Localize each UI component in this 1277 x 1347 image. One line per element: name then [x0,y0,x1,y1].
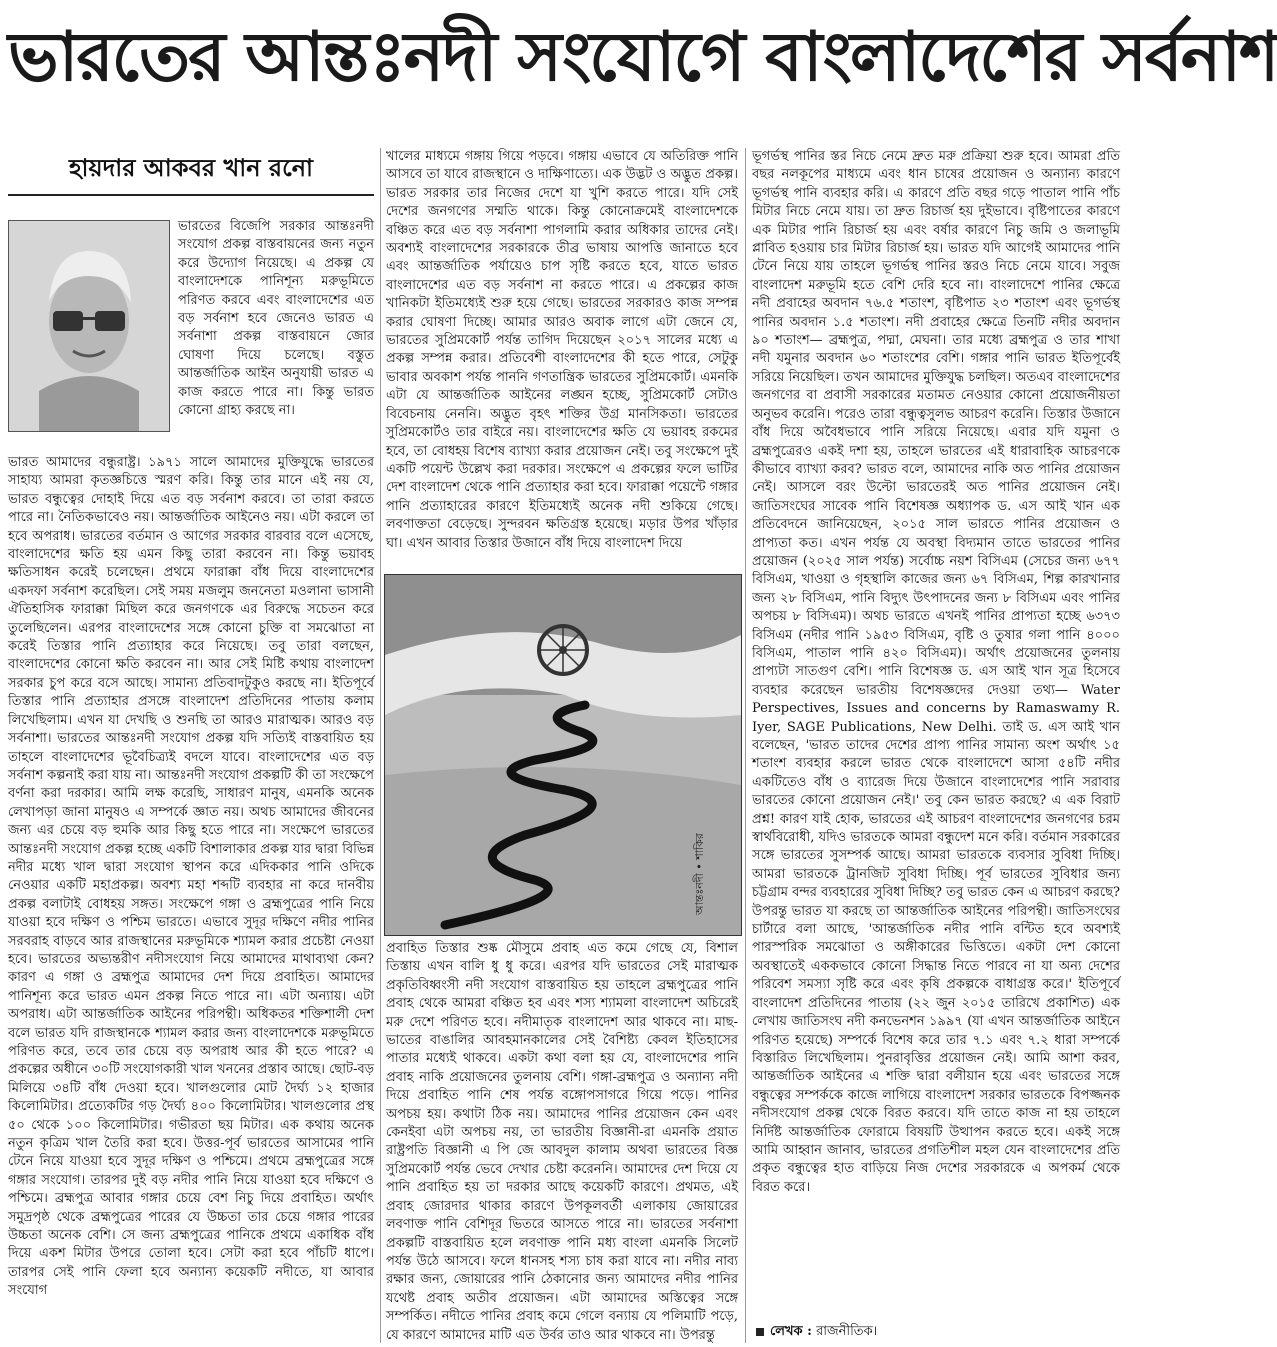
river-illustration [384,574,742,936]
writer-note [756,1322,1116,1342]
square-bullet-icon [756,1328,764,1336]
column-2-top-text: খালের মাধ্যমে গঙ্গায় গিয়ে পড়বে। গঙ্গায় এভাবে যে অতিরিক্ত পানি আসবে তা যাবে রাজস্থানে ও দাক্ষিণাত্যে। এক উদ্ভট ও অদ্ভুত প্রকল্প। ভারত সরকার তার নিজের দেশে যা খুশি করতে পারে। যদি সেই দেশের জনগণের সম্মতি থাকে। কিন্তু কোনোক্রমেই বাংলাদেশকে বঞ্চিত করে এত বড় সর্বনাশা পাগলামি করার অধিকার তাদের নেই। অবশ্যই বাংলাদেশের সরকারকে তীব্র ভাষায় আপত্তি জানাতে হবে এবং আন্তর্জাতিক পর্যায়েও চাপ সৃষ্টি করতে হবে, যাতে ভারত বাংলাদেশের এত বড় সর্বনাশ না করতে পারে। এ প্রকল্পের কাজ খানিকটা ইতিমধ্যেই শুরু হয়ে গেছে। ভারতের সরকারও কাজ সম্পন্ন করার ঘোষণা দিচ্ছে। আমার আরও অবাক লাগে এটা জেনে যে, ভারতের সুপ্রিমকোর্ট পর্যন্ত তাগিদ দিয়েছেন ২০১৭ সালের মধ্যে এ প্রকল্প সম্পন্ন করার। প্রতিবেশী বাংলাদেশের কী হতে পারে, সেটুকু ভাবার অবকাশ পর্যন্ত পাননি গণতান্ত্রিক ভারতের সুপ্রিমকোর্ট। এমনকি এটা যে আন্তর্জাতিক আইনের লঙ্ঘন হচ্ছে, সুপ্রিমকোর্ট সেটাও বিবেচনায় নেননি। অদ্ভুত বৃহৎ শক্তির উগ্র মানসিকতা। ভারতের সুপ্রিমকোর্টও তার বাইরে নয়। বাংলাদেশের ক্ষতি যে ভয়াবহ রকমের হবে, তা বোধহয় বিশেষ ব্যাখ্যা করার প্রয়োজন নেই। তবু সংক্ষেপে দুই একটি পয়েন্ট উল্লেখ করা দরকার। সংক্ষেপে এ প্রকল্পের ফলে ভাটির দেশ বাংলাদেশ থেকে পানি প্রত্যাহার করা হবে। ফারাক্কা পয়েন্টে গঙ্গার পানি প্রত্যাহারের কারণে ইতিমধ্যেই অনেক নদী শুকিয়ে গেছে। লবণাক্ততা বেড়েছে। সুন্দরবন ক্ষতিগ্রস্ত হয়েছে। মড়ার উপর খাঁড়ার ঘা। এখন আবার তিস্তার উজানে বাঁধ দিয়ে বাংলাদেশ দিয়ে [386,149,738,551]
column-1-body [8,454,374,1343]
intro-paragraph [178,218,374,452]
dry-river-artwork [385,575,741,935]
headline: ভারতের আন্তঃনদী সংযোগে বাংলাদেশের সর্বনাশ [8,18,1277,97]
byline-divider [8,194,374,196]
column-2-bottom-text: প্রবাহিত তিস্তার শুষ্ক মৌসুমে প্রবাহ এত কমে গেছে যে, বিশাল তিস্তায় এখন বালি ধু ধু করে। এরপর যদি ভারতের সেই মারাত্মক প্রকৃতিবিধ্বংসী নদী সংযোগ বাস্তবায়িত হয় তাহলে ব্রহ্মপুত্রের পানি প্রবাহ থেকে আমরা বঞ্চিত হব এবং শস্য শ্যামলা বাংলাদেশ অচিরেই মরু দেশে পরিণত হবে। নদীমাতৃক বাংলাদেশ আর থাকবে না। মাছ-ভাতের বাঙালির আবহমানকালের সেই বৈশিষ্ট্য কেবল ইতিহাসের পাতার মধ্যেই থাকবে। একটা কথা বলা হয় যে, বাংলাদেশের পানি প্রবাহ নাকি প্রয়োজনের তুলনায় বেশি। গঙ্গা-ব্রহ্মপুত্র ও অন্যান্য নদী দিয়ে প্রবাহিত পানি শেষ পর্যন্ত বঙ্গোপসাগরে গিয়ে পড়ে। পানির অপচয় হয়। কথাটা ঠিক নয়। আমাদের পানির প্রয়োজন কেন এবং কেনইবা এটা অপচয় নয়, তা ভারতীয় বিজ্ঞানী-রা এমনকি প্রয়াত রাষ্ট্রপতি বিজ্ঞানী এ পি জে আবদুল কালাম অথবা ভারতের বিজ্ঞ সুপ্রিমকোর্ট পর্যন্ত ভেবে দেখার চেষ্টা করেননি। আমাদের দেশ দিয়ে যে পানি প্রবাহিত হয় তা দরকার আছে কয়েকটি কারণে। প্রথমত, এই প্রবাহ জোরদার থাকার কারণে উপকূলবর্তী এলাকায় জোয়ারের লবণাক্ত পানি বেশিদূর ভিতরে আসতে পারে না। ভারতের সর্বনাশা প্রকল্পটি বাস্তবায়িত হলে লবণাক্ত পানি মধ্য বাংলা এমনকি সিলেট পর্যন্ত উঠে আসবে। ফলে ধানসহ শস্য চাষ করা যাবে না। নদীর নাব্য রক্ষার জন্য, জোয়ারের পানি ঠেকানোর জন্য আমাদের নদীর পানির যথেষ্ট প্রবাহ অতীব প্রয়োজন। এটা আমাদের অস্তিত্বের সঙ্গে সম্পর্কিত। নদীতে পানির প্রবাহ কমে গেলে বন্যায় যে পলিমাটি পড়ে, যে কারণে আমাদের মাটি এত উর্বর তাও আর থাকবে না। উপরন্তু [386,941,738,1343]
author-byline: হায়দার আকবর খান রনো [68,154,314,182]
author-portrait-illustration [9,221,169,431]
intro-text: ভারতের বিজেপি সরকার আন্তঃনদী সংযোগ প্রকল্প বাস্তবায়নের জন্য নতুন করে উদ্যোগ নিয়েছে। এ প্রকল্প যে বাংলাদেশকে পানিশূন্য মরুভূমিতে পরিণত করবে এবং বাংলাদেশের এত বড় সর্বনাশ হবে জেনেও ভারত এ সর্বনাশা প্রকল্প বাস্তবায়নে জোর ঘোষণা দিয়ে চলেছে। বস্তুত আন্তর্জাতিক আইন অনুযায়ী ভারত এ কাজ করতে পারে না। কিন্তু ভারত কোনো গ্রাহ্য করছে না। [178,219,374,419]
column-3-text: ভূগর্ভস্থ পানির স্তর নিচে নেমে দ্রুত মরু প্রক্রিয়া শুরু হবে। আমরা প্রতি বছর নলকূপের মাধ্যমে এবং ধান চাষের প্রয়োজন ও অন্যান্য কারণে ভূগর্ভস্থ পানি ব্যবহার করি। এ কারণে প্রতি বছর গড়ে পাতাল পানি পাঁচ মিটার নিচে নেমে যায়। তা দ্রুত রিচার্জ হয় দুইভাবে। বৃষ্টিপাতের কারণে এক মিটার পানি রিচার্জ হয় এবং বর্ষার কারণে নিচু জমি ও জলাভূমি প্লাবিত হওয়ায় চার মিটার রিচার্জ হয়। ভারত যদি আগেই আমাদের পানি টেনে নিয়ে যায় তাহলে ভূগর্ভস্থ পানির স্তরও নিচে নেমে যাবে। সবুজ বাংলাদেশ মরুভূমি হতে বেশি দেরি হবে না। বাংলাদেশে পানির ক্ষেত্রে নদী প্রবাহের অবদান ৭৬.৫ শতাংশ, বৃষ্টিপাত ২৩ শতাংশ এবং ভূগর্ভস্থ পানির অবদান ১.৫ শতাংশ। নদী প্রবাহের ক্ষেত্রে তিনটি নদীর অবদান ৯০ শতাংশ— ব্রহ্মপুত্র, পদ্মা, মেঘনা। তার মধ্যে ব্রহ্মপুত্র ও তার শাখা নদী যমুনার অবদান ৬০ শতাংশের বেশি। গঙ্গার পানি ভারত ইতিপূর্বেই সরিয়ে নিয়েছিল। তখন আমাদের মুক্তিযুদ্ধ চলছিল। অতএব বাংলাদেশের জনগণের বা প্রবাসী সরকারের মতামত নেওয়ার কোনো প্রয়োজনীয়তা অনুভব করেনি। পরেও তারা বন্ধুত্বসুলভ আচরণ করেনি। তিস্তার উজানে বাঁধ দিয়ে অবৈধভাবে পানি সরিয়ে নিয়েছে। এবার যদি যমুনা ও ব্রহ্মপুত্রেরও একই দশা হয়, তাহলে ভারতের এই ধারাবাহিক আচরণকে কীভাবে ব্যাখ্যা করব? ভারত বলে, আমাদের নাকি অত পানির প্রয়োজন নেই। আসলে বরং উল্টো ভারতেরই অত পানির প্রয়োজন নেই। জাতিসংঘের সাবেক পানি বিশেষজ্ঞ অধ্যাপক ড. এস আই খান এক প্রতিবেদনে জানিয়েছেন, ২০১৫ সাল ভারতে পানির প্রয়োজন ও প্রাপ্যতা কত। এখন পর্যন্ত যে অবস্থা বিদ্যমান তাতে ভারতের পানির প্রয়োজন (২০২৫ সাল পর্যন্ত) সর্বোচ্চ নয়শ বিসিএম (সেচের জন্য ৬৭৭ বিসিএম, খাওয়া ও গৃহস্থালি কাজের জন্য ৬৭ বিসিএম, শিল্প কারখানার জন্য ২৮ বিসিএম, পানি বিদ্যুৎ উৎপাদনের জন্য ৮ বিসিএম এবং পানির অপচয় ৮ বিসিএম)। অথচ ভারতে এখনই পানির প্রাপ্যতা হচ্ছে ৬৩৭৩ বিসিএম (নদীর পানি ১৯৫৩ বিসিএম, বৃষ্টি ও তুষার গলা পানি ৪০০০ বিসিএম, পাতাল পানি ৪২০ বিসিএম)। অর্থাৎ প্রয়োজনের তুলনায় প্রাপ্যটা সাতগুণ বেশি। পানি বিশেষজ্ঞ ড. এস আই খান সূত্র হিসেবে ব্যবহার করেছেন ভারতীয় বিশেষজ্ঞদের দেওয়া তথ্য— Water Perspectives, Issues and concerns by Ramaswamy R. Iyer, SAGE Publications, New Delhi. তাই ড. এস আই খান বলেছেন, 'ভারত তাদের দেশের প্রাপ্য পানির সামান্য অংশ অর্থাৎ ১৫ শতাংশ ব্যবহার করলে ভারত থেকে বাংলাদেশে আসা ৫৪টি নদীর একটিতেও বাঁধ ও ব্যারেজ দিয়ে উজানে বাংলাদেশের পানি সরাবার ভারতের কোনো প্রয়োজন নেই।' তবু কেন ভারত করছে? এ এক বিরাট প্রশ্ন! কারণ যাই হোক, ভারতের এই আচরণ বাংলাদেশের জনগণের চরম স্বার্থবিরোধী, যদিও ভারতকে আমরা বন্ধুদেশ মনে করি। বর্তমান সরকারের সঙ্গে ভারতের সুসম্পর্ক আছে। আমরা ভারতকে ব্যবসার সুবিধা দিচ্ছি। আমরা ভারতকে ট্রানজিট সুবিধা দিচ্ছি। পূর্ব ভারতের সুবিধার জন্য চট্টগ্রাম বন্দর ব্যবহারের সুবিধা দিচ্ছি? তবু ভারত কেন এ আচরণ করছে? উপরন্তু ভারত যা করছে তা আন্তর্জাতিক আইনের পরিপন্থী। জাতিসংঘের চার্টারে বলা আছে, 'আন্তর্জাতিক নদীর পানি বন্টিত হবে অবশ্যই পারস্পরিক সমঝোতা ও অঙ্গীকারের ভিত্তিতে। একটা দেশ কোনো অবস্থাতেই এককভাবে কোনো সিদ্ধান্ত নিতে পারবে না যা অন্য দেশের পরিবেশ সমস্যা সৃষ্টি করে এবং কৃষি প্রকল্পকে বাধাগ্রস্ত করে।' ইতিপূর্বে বাংলাদেশ প্রতিদিনের পাতায় (২২ জুন ২০১৫ তারিখে প্রকাশিত) এক লেখায় জাতিসংঘ নদী কনভেনশন ১৯৯৭ (যা এখন আন্তর্জাতিক আইনে পরিণত হয়েছে) সম্পর্কে বিশেষ করে তার ৭.১ এবং ৭.২ ধারা সম্পর্কে বিস্তারিত লিখেছিলাম। পুনরাবৃত্তির প্রয়োজন নেই। আমি আশা করব, আন্তর্জাতিক আইনের এ শক্তি দ্বারা বলীয়ান হয়ে এবং ভারতের সঙ্গে বন্ধুত্বের সম্পর্ককে কাজে লাগিয়ে বাংলাদেশ সরকার ভারতকে বিপজ্জনক নদীসংযোগ প্রকল্প থেকে বিরত করবে। যদি তাতে কাজ না হয় তাহলে নির্দিষ্ট আন্তর্জাতিক ফোরামে বিষয়টি উত্থাপন করতে হবে। একই সঙ্গে আমি আহ্বান জানাব, ভারতের প্রগতিশীল মহল যেন বাংলাদেশের প্রতি প্রকৃত বন্ধুত্বের হাত বাড়িয়ে নিজ দেশের সরকারকে এ অপকর্ম থেকে বিরত করে। [752,149,1120,1195]
author-photo [8,220,170,432]
column-2-top [386,148,738,566]
writer-role: রাজনীতিক। [816,1324,878,1339]
writer-label: লেখক : [770,1324,812,1339]
column-divider-2 [745,148,746,1343]
illustration-signature: আন্তঃনদী • শাকির [693,833,706,915]
column-2-bottom [386,940,738,1343]
column-divider-1 [380,148,381,1343]
column-3-body [752,148,1120,1318]
column-1-text: ভারত আমাদের বন্ধুরাষ্ট্র। ১৯৭১ সালে আমাদের মুক্তিযুদ্ধে ভারতের সাহায্য আমরা কৃতজ্ঞচিত্তে স্মরণ করি। কিন্তু তার মানে এই নয় যে, ভারত বন্ধুত্বের দোহাই দিয়ে এত বড় সর্বনাশ করবে। তা তারা করতে পারে না। নৈতিকভাবেও নয়। আন্তর্জাতিক আইনেও নয়। এটা করলে তা হবে অপরাধ। ভারতের বর্তমান ও আগের সরকার বারবার বলে এসেছে, বাংলাদেশের ক্ষতি হয় এমন কিছু তারা করবেন না। কিন্তু ভয়াবহ ক্ষতিসাধন করেই চলেছেন। প্রথমে ফারাক্কা বাঁধ দিয়ে বাংলাদেশের একদফা সর্বনাশ করেছিল। সেই সময় মজলুম জননেতা মওলানা ভাসানী ঐতিহাসিক ফারাক্কা মিছিল করে জনগণকে এর বিরুদ্ধে সচেতন করে তুলেছিলেন। এরপর বাংলাদেশের সঙ্গে কোনো চুক্তি বা সমঝোতা না করেই তিস্তার পানি প্রত্যাহার করে নিয়েছে। তবু তারা বলছেন, বাংলাদেশের কোনো ক্ষতি করবেন না। আর সেই মিষ্টি কথায় বাংলাদেশ সরকার চুপ করে বসে আছে। সামান্য প্রতিবাদটুকুও করছে না। ইতিপূর্বে তিস্তার পানি প্রত্যাহার প্রসঙ্গে বাংলাদেশ প্রতিদিনের পাতায় কলাম লিখেছিলাম। এখন যা দেখছি ও শুনছি তা আরও মারাত্মক। আরও বড় সর্বনাশা। ভারতের আন্তঃনদী সংযোগ প্রকল্প যদি সত্যিই বাস্তবায়িত হয় তাহলে বাংলাদেশের ভূবৈচিত্র্যই বদলে যাবে। বাংলাদেশের এত বড় সর্বনাশ কল্পনাই করা যায় না। আন্তঃনদী সংযোগ প্রকল্পটি কী তা সংক্ষেপে বর্ণনা করা দরকার। আমি লক্ষ করেছি, সাধারণ মানুষ, এমনকি অনেক লেখাপড়া জানা মানুষও এ সম্পর্কে জ্ঞাত নয়। অথচ আমাদের জীবনের জন্য এর চেয়ে বড় হুমকি আর কিছু হতে পারে না। সংক্ষেপে ভারতের আন্তঃনদী সংযোগ প্রকল্প হচ্ছে একটি বিশালাকার প্রকল্প যার দ্বারা বিভিন্ন নদীর মধ্যে খাল দ্বারা সংযোগ স্থাপন করে এদিককার পানি ওদিকে নেওয়ার একটি মহাপ্রকল্প। অবশ্য মহা শব্দটি ব্যবহার না করে দানবীয় প্রকল্প বলাটাই বোধহয় সঙ্গত। সংক্ষেপে গঙ্গা ও ব্রহ্মপুত্রের পানি নিয়ে যাওয়া হবে দক্ষিণ ও পশ্চিম ভারতে। এভাবে সুদূর দক্ষিণে নদীর পানির সরবরাহ বাড়বে আর রাজস্থানের মরুভূমিকে শ্যামল করার প্রচেষ্টা নেওয়া হবে। ভারতের অভ্যন্তরীণ নদীসংযোগ নিয়ে আমাদের মাথাব্যথা কেন? কারণ এ গঙ্গা ও ব্রহ্মপুত্র আমাদের দেশ দিয়ে প্রবাহিত। আমাদের পানিশূন্য করে ভারত এমন প্রকল্প নিতে পারে না। এটা অন্যায়। এটা অপরাধ। এটা আন্তর্জাতিক আইনের পরিপন্থী। অধিকতর শক্তিশালী দেশ বলে ভারত যদি রাজস্থানকে শ্যামল করার জন্য বাংলাদেশকে মরুভূমিতে পরিণত করে, তবে তার চেয়ে বড় অপরাধ আর কী হতে পারে? এ প্রকল্পের অধীনে ৩০টি সংযোগকারী খাল খননের প্রস্তাব আছে। ছোট-বড় মিলিয়ে ৩৪টি বাঁধ দেওয়া হবে। খালগুলোর মোট দৈর্ঘ্য ১২ হাজার কিলোমিটার। প্রত্যেকটির গড় দৈর্ঘ্য ৪০০ কিলোমিটার। খালগুলোর প্রস্থ ৫০ থেকে ১০০ কিলোমিটার। গভীরতা ছয় মিটার। এক কথায় অনেক নতুন কৃত্রিম খাল তৈরি করা হবে। উত্তর-পূর্ব ভারতের আসামের পানি টেনে নিয়ে যাওয়া হবে সুদূর দক্ষিণ ও পশ্চিমে। প্রথমে ব্রহ্মপুত্রের সঙ্গে গঙ্গার সংযোগ। তারপর দুই বড় নদীর পানি নিয়ে যাওয়া হবে দক্ষিণে ও পশ্চিমে। ব্রহ্মপুত্র আবার গঙ্গার চেয়ে বেশ নিচু দিয়ে প্রবাহিত। অর্থাৎ সমুদ্রপৃষ্ঠ থেকে ব্রহ্মপুত্রের পারের যে উচ্চতা তার চেয়ে গঙ্গার পারের উচ্চতা অনেক বেশি। সে জন্য ব্রহ্মপুত্রের পানিকে প্রথমে একাধিক বাঁধ দিয়ে একশ মিটার উপরে তোলা হবে। সেটা করা হবে পাঁচটি ধাপে। তারপর সেই পানি ফেলা হবে অন্যান্য কয়েকটি নদীতে, যা আবার সংযোগ [8,455,374,1299]
